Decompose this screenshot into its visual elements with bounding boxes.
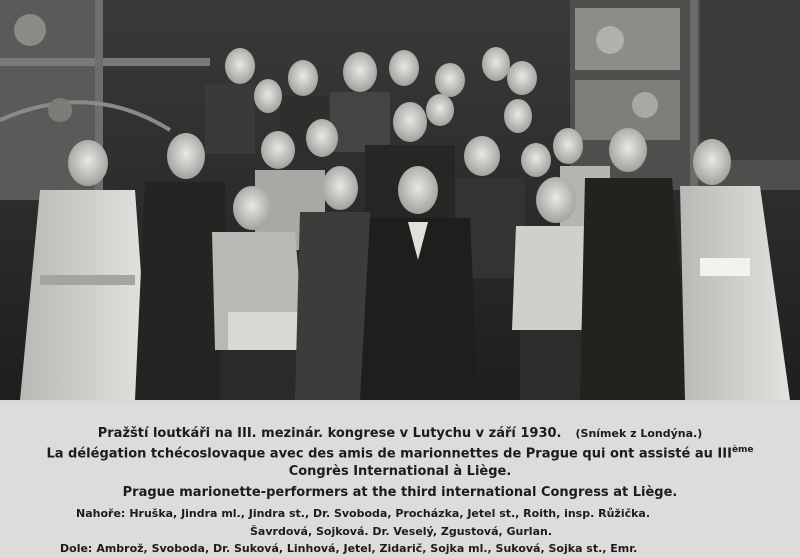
caption-source: (Snímek z Londýna.) (575, 427, 703, 440)
right-window (570, 0, 800, 190)
caption-bottom-names: Ambrož, Svoboda, Dr. Suková, Linhová, Jetel, Zidarič, Sojka ml., Suková, Sojka st., Emr. (96, 542, 638, 555)
caption-top-names: Hruška, Jindra ml., Jindra st., Dr. Svoboda, Procházka, Jetel st., Roith, insp. Růžička. (129, 507, 651, 520)
caption-middle-names: Šavrdová, Sojková. Dr. Veselý, Zgustová, Gurlan. (250, 525, 553, 538)
caption-top-label: Nahoře: (76, 507, 126, 520)
caption-bottom-label: Dole: (60, 542, 93, 555)
caption-czech-line (0, 426, 800, 441)
caption-french-sup: ème (731, 445, 754, 455)
caption-french-line (0, 445, 800, 461)
caption-french-b: Congrès International à Liège. (288, 464, 512, 479)
caption-french-a: La délégation tchécoslovaque avec des amis de marionnettes de Prague qui ont assisté au III (46, 446, 732, 462)
caption-english: Prague marionette-performers at the third international Congress at Liège. (122, 485, 678, 500)
caption-bottom-names-line (60, 542, 790, 555)
caption-czech: Pražští loutkáři na III. mezinár. kongrese v Lutychu v září 1930. (97, 426, 562, 441)
caption-top-names-line (76, 507, 776, 520)
photo-caption (0, 404, 800, 558)
